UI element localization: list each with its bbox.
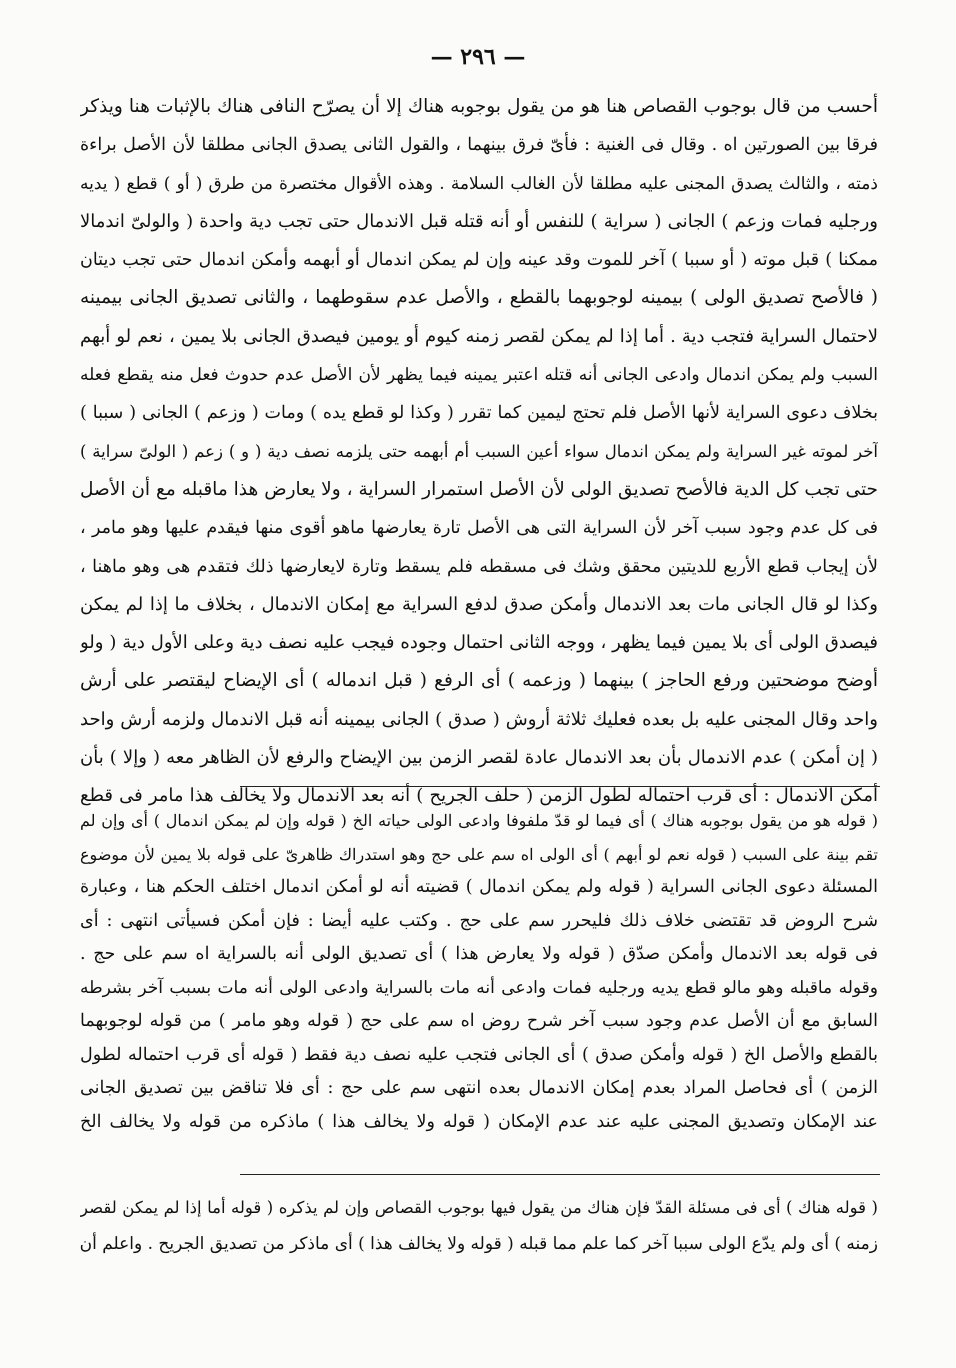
text-line: ممكنا ) قبل موته ( أو سببا ) آخر للموت وقد عينه وإن لم يمكن اندمال أو أبهمه وأمكن اندمال حتى تجب ديتان xyxy=(80,250,878,271)
text-line: لأن إيجاب قطع الأربع للديتين محقق وشك فى مسقطه فلم يسقط وتارة لايعارضها ذلك فتقدم هى وهو ماهنا ، xyxy=(80,556,878,577)
footnote-line: ( قوله هو من يقول بوجوبه هناك ) أى فيما لو قدّ ملفوفا وادعى الولى حياته الخ ( قوله وإن لم يمكن اندمال ) أى وإن لم xyxy=(80,811,878,830)
footnote-line: السابق مع أن الأصل عدم وجود سبب آخر شرح روض اه سم على حج ( قوله وهو مامر ) من قوله لوجوبهما xyxy=(80,1011,878,1031)
text-line: أمكن الاندمال : أى قرب احتماله لطول الزمن ( حلف الجريح ) أنه بعد الاندمال ولا يخالف هذا مامر فى قطع xyxy=(80,785,878,807)
footnote-line: زمنه ) أى ولم يدّع الولى سببا آخر كما علم مما قبله ( قوله ولا يخالف هذا ) أى ماذكر من تصديق الجريح . واعلم أن xyxy=(80,1234,878,1254)
footnote-line: بالقطع والأصل الخ ( قوله وأمكن صدق ) أى الجانى فتجب عليه نصف دية فقط ( قوله أى قرب احتماله لطول xyxy=(80,1044,878,1065)
footnote-block xyxy=(80,1190,878,1262)
footnote-line: عند الإمكان وتصديق المجنى عليه عند عدم الإمكان ( قوله ولا يخالف هذا ) ماذكره من قوله ولا يخالف الخ xyxy=(80,1111,878,1132)
text-line: آخر لموته غير السراية ولم يمكن اندمال سواء أعين السبب أم أبهمه حتى يلزمه نصف دية ( و ) زعم ( الولىّ سراية ) xyxy=(80,441,878,461)
footnote-line: الزمن ) أى فحاصل المراد بعدم إمكان الاندمال بعده انتهى سم على حج : أى فلا تناقض بين تصديق الجانى xyxy=(80,1078,878,1098)
footnote-line: فى قوله بعد الاندمال وأمكن صدّق ( قوله ولا يعارض هذا ) أى تصديق الولى أنه بالسراية اه سم على حج . xyxy=(80,944,878,964)
text-line: ( فالأصح تصديق الولى ) بيمينه لوجوبهما بالقطع ، والأصل عدم سقوطهما ، والثانى تصديق الجانى بيمينه xyxy=(80,287,878,309)
text-line: حتى تجب كل الدية فالأصح تصديق الولى لأن الأصل استمرار السراية ، ولا يعارض هذا ماقبله مع أن الأصل xyxy=(80,478,878,500)
text-line: بخلاف دعوى السراية لأنها الأصل فلم تحتج ليمين كما تقرر ( وكذا لو قطع يده ) ومات ( وزعم ) الجانى ( سببا ) xyxy=(80,403,878,424)
footnote-line: شرح الروض قد تقتضى خلاف ذلك فليحرر سم على حج . وكتب عليه أيضا : فإن أمكن فسيأتى انتهى : أى xyxy=(80,910,878,931)
footnote-divider xyxy=(240,1174,880,1175)
text-line: وكذا لو قال الجانى مات بعد الاندمال وأمكن صدق لدفع السراية مع إمكان الاندمال ، بخلاف ما إذا لم يمكن xyxy=(80,593,878,615)
text-line: ( إن أمكن ) عدم الاندمال بأن بعد الاندمال عادة لقصر الزمن بين الإيضاح والرفع لأن الظاهر معه ( وإلا ) بأن xyxy=(80,747,878,769)
text-line: ورجليه فمات وزعم ) الجانى ( سراية ) للنفس أو أنه قتله قبل الاندمال حتى تجب دية واحدة ( والولىّ اندمالا xyxy=(80,210,878,232)
footnote-line: ( قوله هناك ) أى فى مسئلة القدّ فإن هناك من يقول فيها بوجوب القصاص وإن لم يذكره ( قوله أما إذا لم يمكن لقصر xyxy=(80,1198,878,1217)
text-line: فرقا بين الصورتين اه . وقال فى الغنية : فأىّ فرق بينهما ، والقول الثانى يصدق الجانى مطلقا لأن الأصل براءة xyxy=(80,135,878,156)
text-line: أحسب من قال بوجوب القصاص هنا هو من يقول بوجوبه هناك إلا أن يصرّح النافى هناك بالإثبات هنا ويذكر xyxy=(80,96,878,117)
text-line: فى كل عدم وجود سبب آخر لأن السراية التى هى الأصل تارة يعارضها ماهو أقوى منها فيقدم عليها وهو مامر ، xyxy=(80,518,878,539)
main-text xyxy=(80,88,878,816)
footnote-block xyxy=(80,804,878,1139)
text-line: فيصدق الولى أى بلا يمين فيما يظهر ، ووجه الثانى احتمال وجوده فيجب عليه نصف دية وعلى الأول دية ( ولو xyxy=(80,632,878,654)
footnote-line: وقوله ماقبله وهو مالو قطع يديه ورجليه فمات وادعى أنه مات بالسراية وادعى الولى أنه مات بسبب آخر بشرطه xyxy=(80,977,878,998)
text-line: أوضح موضحتين ورفع الحاجز ) بينهما ( وزعمه ) أى الرفع ( قبل اندماله ) أى الإيضاح ليقتصر على أرش xyxy=(80,670,878,692)
text-line: السبب ولم يمكن اندمال وادعى الجانى أنه قتله اعتبر يمينه فيما يظهر لأن الأصل عدم حدوث فعل منه يقطع فعله xyxy=(80,365,878,386)
text-line: ذمته ، والثالث يصدق المجنى عليه مطلقا لأن الغالب السلامة . وهذه الأقوال مختصرة من طرق ( أو ) قطع ( يديه xyxy=(80,173,878,194)
footnote-line: المسئلة دعوى الجانى السراية ( قوله ولم يمكن اندمال ) قضيته أنه لو أمكن اندمال اختلف الحكم هنا ، وعبارة xyxy=(80,877,878,897)
text-line: لاحتمال السراية فتجب دية . أما إذا لم يمكن لقصر زمنه كيوم أو يومين فيصدق الجانى بلا يمين ، نعم لو أبهم xyxy=(80,325,878,347)
footnote-divider xyxy=(240,786,880,787)
text-line: واحد وقال المجنى عليه بل بعده فعليك ثلاثة أروش ( صدق ) الجانى بيمينه أنه قبل الاندمال ولزمه أرش واحد xyxy=(80,708,878,730)
footnote-line: تقم بينة على السبب ( قوله نعم لو أبهم ) أى الولى اه سم على حج وهو استدراك ظاهرىّ على قوله بلا يمين لأن موضوع xyxy=(80,844,878,864)
page-number: — ٢٩٦ — xyxy=(430,44,526,70)
